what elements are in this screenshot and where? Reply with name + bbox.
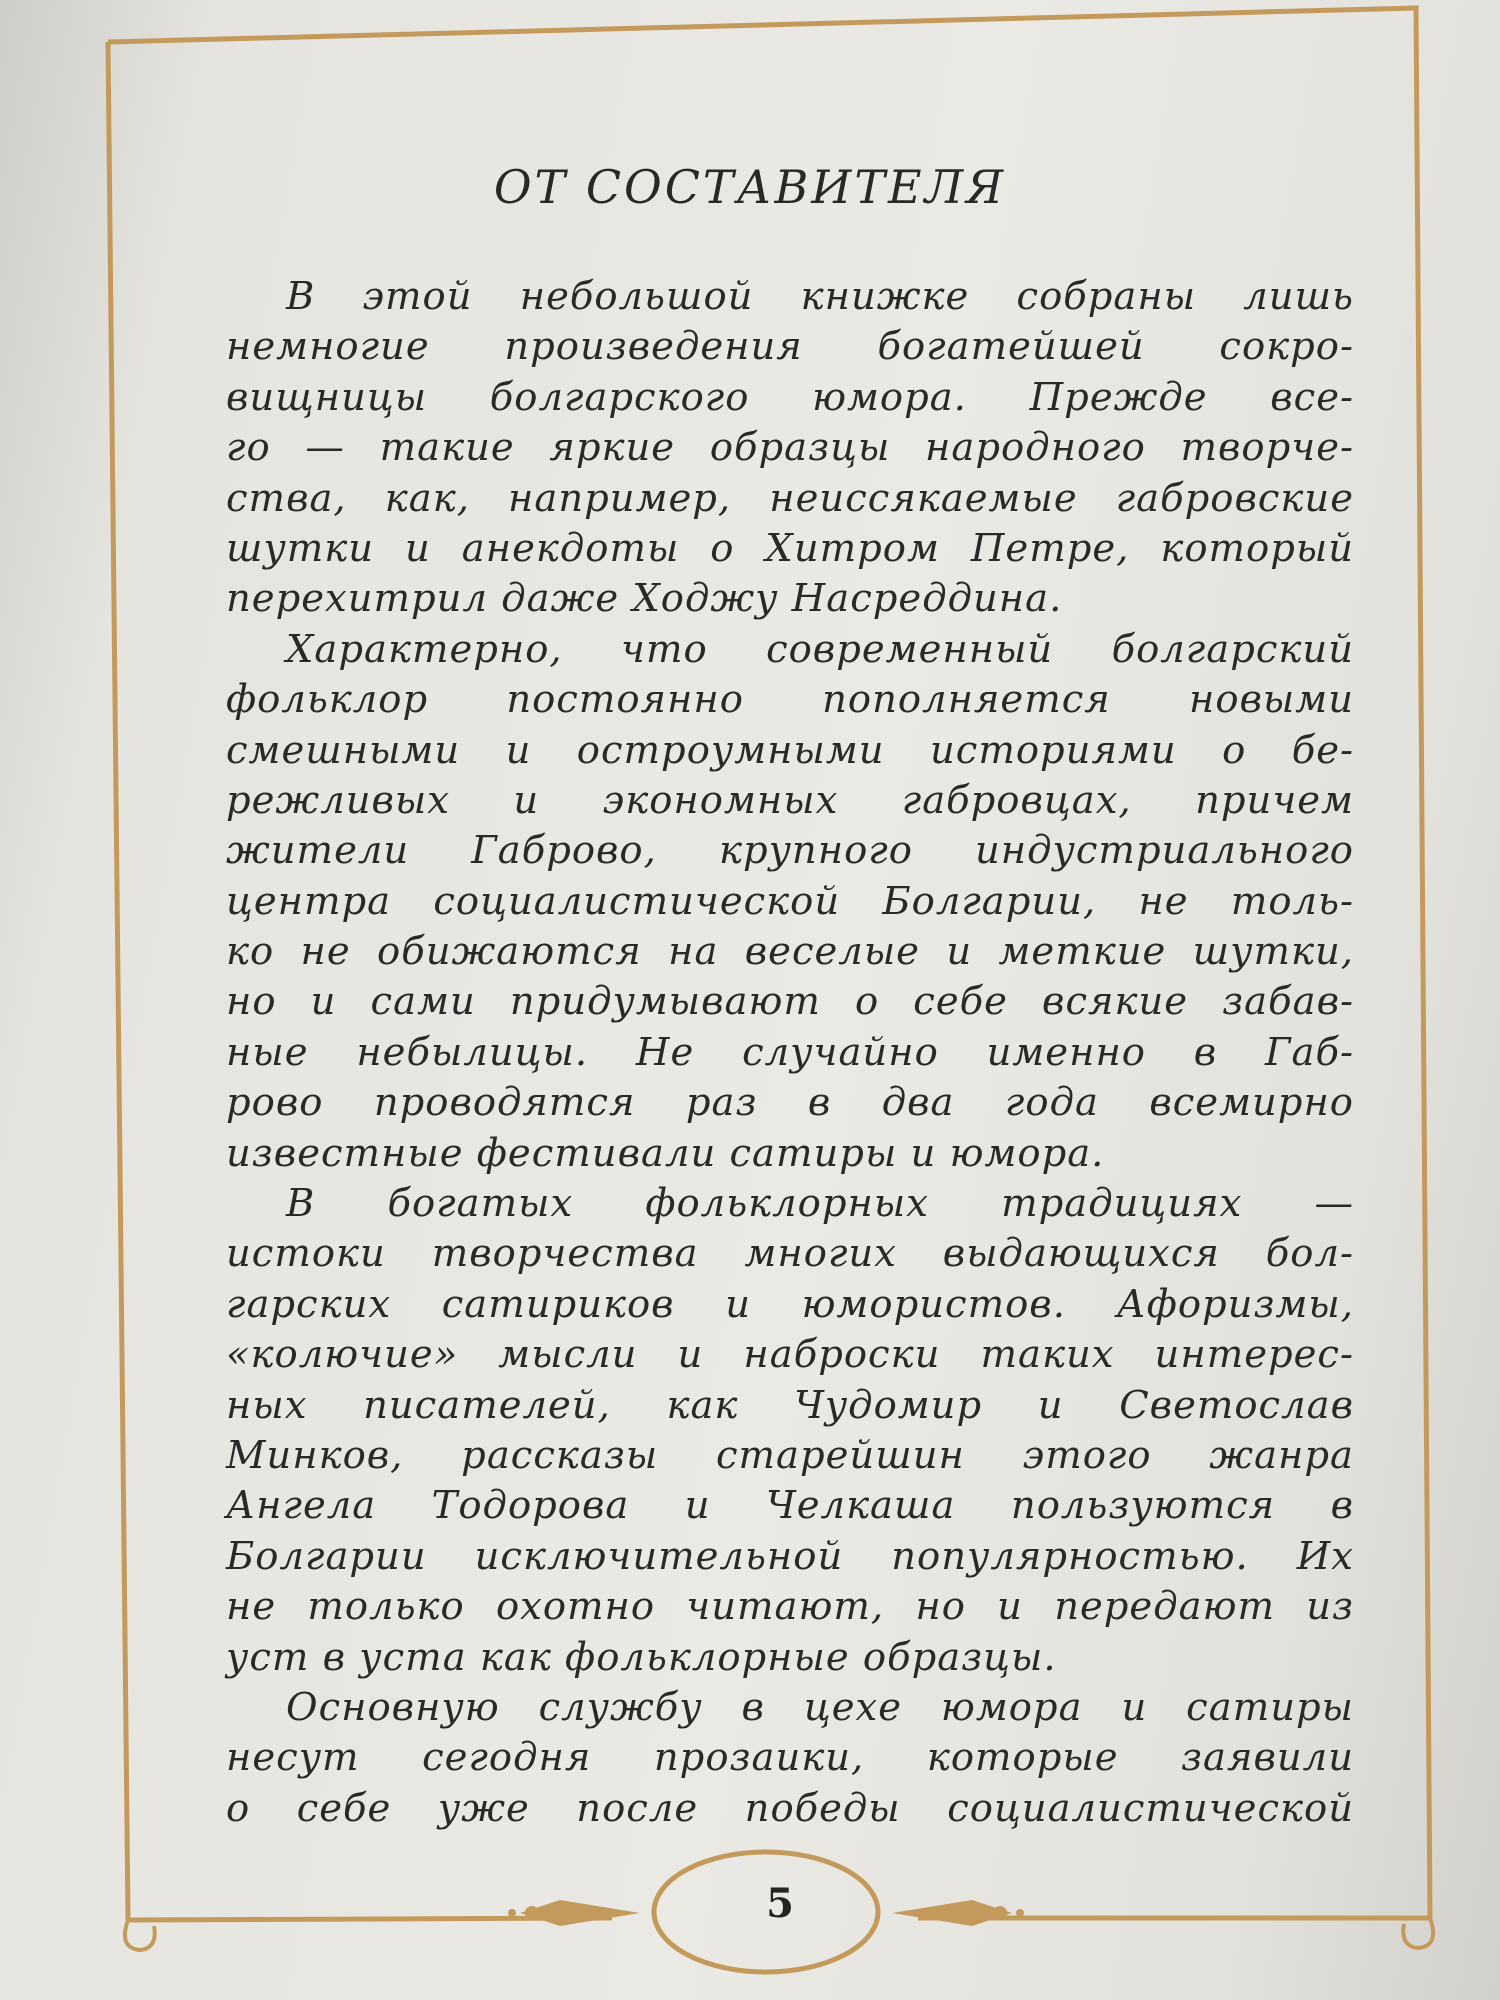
text-line: немногие произведения богатейшей сокро- xyxy=(226,324,1354,370)
text-line: смешными и остроумными историями о бе- xyxy=(226,727,1354,773)
text-line: жители Габрово, крупного индустриального xyxy=(226,828,1354,874)
frame-corner-left xyxy=(125,1920,155,1950)
ornament-right xyxy=(892,1900,1024,1926)
text-line: В богатых фольклорных традициях — xyxy=(286,1181,1354,1227)
text-line: Болгарии исключительной популярностью. Их xyxy=(226,1533,1354,1579)
page-title: ОТ СОСТАВИТЕЛЯ xyxy=(493,160,1007,214)
text-line: режливых и экономных габровцах, причем xyxy=(226,777,1354,823)
text-line: истоки творчества многих выдающихся бол- xyxy=(226,1231,1354,1277)
text-line: несут сегодня прозаики, которые заявили xyxy=(226,1735,1354,1781)
text-line: «колючие» мысли и наброски таких интерес- xyxy=(226,1332,1354,1378)
text-line: Характерно, что современный болгарский xyxy=(286,626,1354,672)
text-line: ных писателей, как Чудомир и Светослав xyxy=(226,1382,1354,1428)
text-line: перехитрил даже Ходжу Насреддина. xyxy=(226,576,1063,622)
text-line: вищницы болгарского юмора. Прежде все- xyxy=(226,374,1354,420)
text-line: ко не обижаются на веселые и меткие шутки, xyxy=(226,929,1354,975)
ornament-left xyxy=(508,1900,640,1926)
text-line: фольклор постоянно пополняется новыми xyxy=(226,677,1354,723)
text-line: известные фестивали сатиры и юмора. xyxy=(226,1130,1105,1176)
text-line: В этой небольшой книжке собраны лишь xyxy=(286,274,1354,319)
text-line: не только охотно читают, но и передают из xyxy=(226,1584,1354,1630)
text-line: гарских сатириков и юмористов. Афоризмы, xyxy=(226,1281,1354,1327)
page-number: 5 xyxy=(766,1880,794,1927)
text-line: но и сами придумывают о себе всякие забав- xyxy=(226,979,1354,1025)
body-text xyxy=(226,272,1354,1834)
text-line: ства, как, например, неиссякаемые габровские xyxy=(226,475,1354,521)
text-line: о себе уже после победы социалистической xyxy=(226,1785,1354,1831)
frame-corner-right xyxy=(1403,1918,1433,1948)
text-line: Минков, рассказы старейшин этого жанра xyxy=(226,1432,1354,1478)
text-line: Основную службу в цехе юмора и сатиры xyxy=(286,1684,1354,1730)
text-line: Ангела Тодорова и Челкаша пользуются в xyxy=(226,1483,1354,1529)
text-line: рово проводятся раз в два года всемирно xyxy=(226,1080,1354,1126)
text-line: го — такие яркие образцы народного творче- xyxy=(226,425,1354,471)
text-line: шутки и анекдоты о Хитром Петре, который xyxy=(226,525,1354,571)
frame-border-left xyxy=(108,42,128,1920)
text-line: ные небылицы. Не случайно именно в Габ- xyxy=(226,1029,1354,1075)
text-line: центра социалистической Болгарии, не толь- xyxy=(226,878,1354,924)
text-line: уст в уста как фольклорные образцы. xyxy=(226,1634,1057,1680)
